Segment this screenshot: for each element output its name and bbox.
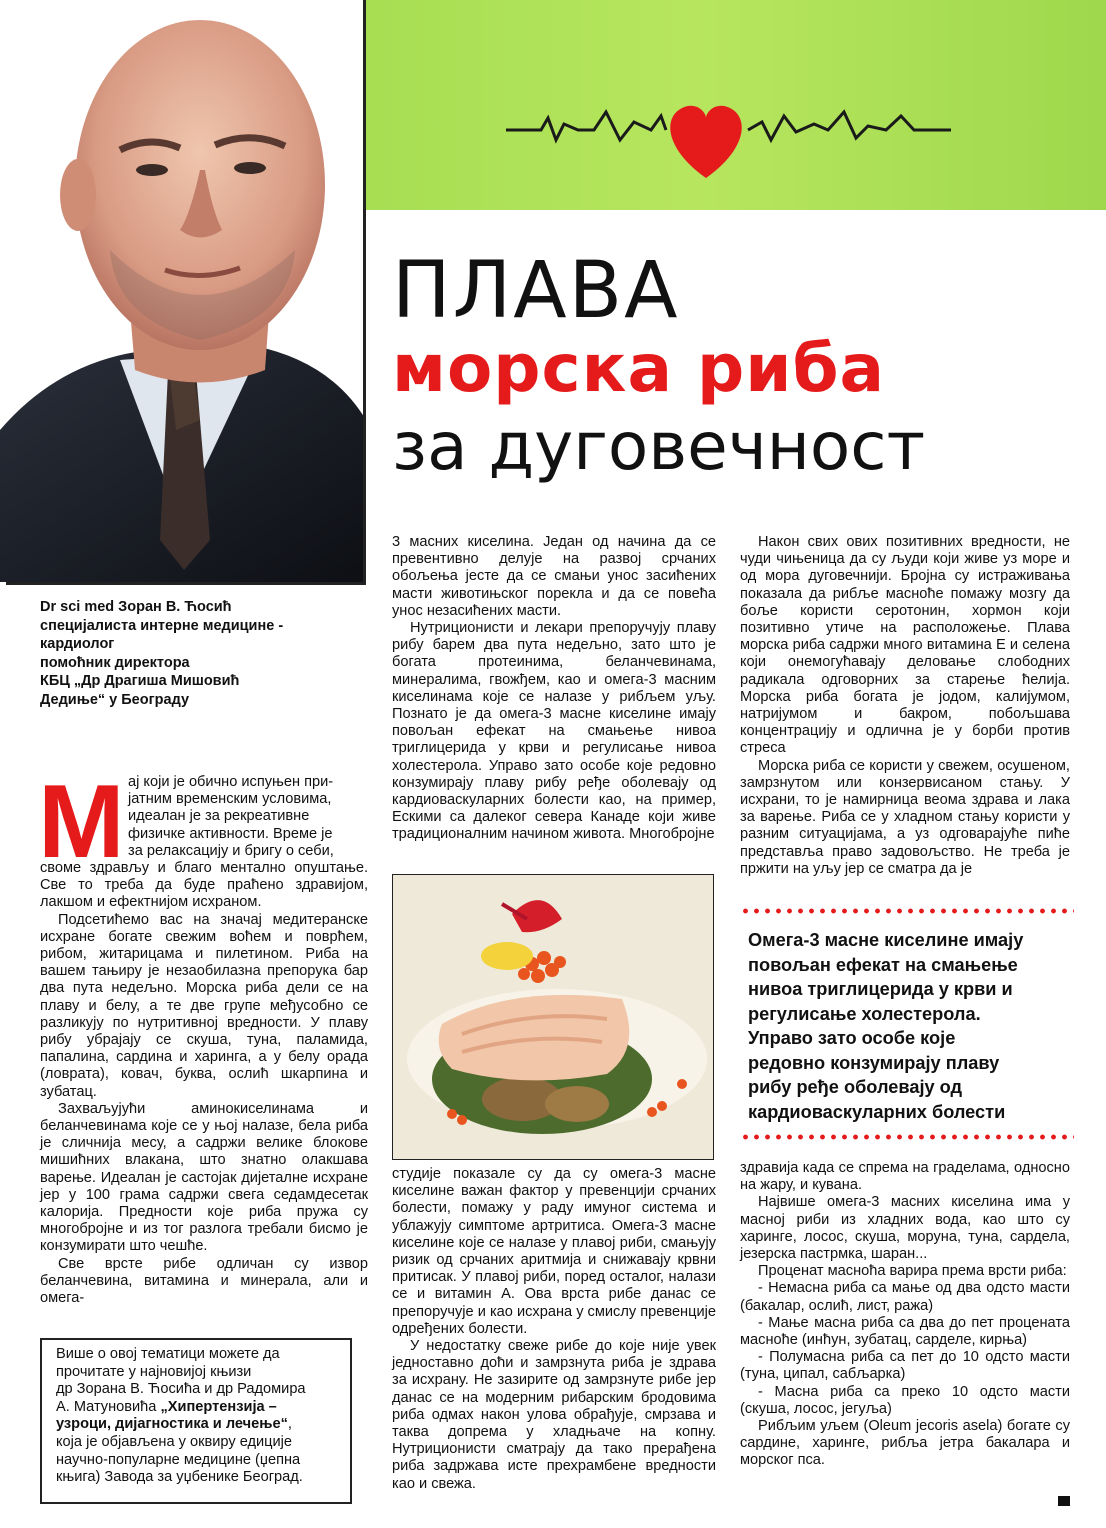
column-2-bottom	[392, 1166, 716, 1493]
paragraph: здравија када се спрема на граделама, односно на жару, и кувана.	[740, 1160, 1070, 1194]
pull-quote	[748, 928, 1078, 1124]
paragraph: Подсетићемо вас на значај медитеранске исхране богате свежим воћем и поврћем, рибом, житарицама и пилетином. Риба на вашем тањиру је незаобилазна препорука бар два пута недељно. Морска риба дели се на плаву и белу, а те две групе међусобно се разликују по нутритивној вредности. У плаву рибу убрајају се скуша, туна, паламида, папалина, сардина и харинга, а у белу орада (ловрата), ковач, буква, ослић шкарпина и зубатац.	[40, 911, 368, 1100]
paragraph: 3 масних киселина. Један од начина да се превентивно делује на развој срчаних обољења јесте да се смањи унос засићених масти животињског порекла и да се повећа унос незасићених масти.	[392, 534, 716, 619]
caption-line: Дедиње“ у Београду	[40, 691, 190, 708]
caption-line: кардиолог	[40, 636, 115, 652]
quote-line: редовно конзумирају плаву	[748, 1052, 1000, 1073]
heart-icon	[670, 106, 741, 178]
intro-line: јатним временским условима,	[128, 791, 332, 808]
book-info-text	[56, 1346, 346, 1487]
heartbeat-banner	[366, 0, 1106, 210]
end-of-article-mark	[1058, 1496, 1070, 1506]
salmon-dish-photo	[392, 874, 714, 1160]
intro-line: за релаксацију и бригу о себи,	[128, 842, 334, 859]
caption-line: Dr sci med Зоран В. Ћосић	[40, 599, 232, 615]
paragraph: Захваљујући аминокиселинама и беланчевинама које се у њој налазе, бела риба је сличнија месу, а садржи велике блокове мишићних влакана, што знатно олакшава варење. Идеалан је састојак дијеталне исхране јер у 100 грама садржи свега седамдесетак калорија. Предности које риба пружа су многобројне и из тог разлога требали бисмо је конзумирати што чешће.	[40, 1100, 368, 1255]
paragraph: Све врсте рибе одличан су извор беланчевина, витамина и минерала, али и омега-	[40, 1255, 368, 1307]
list-item: - Полумасна риба са пет до 10 одсто масти (туна, ципал, сабљарка)	[740, 1349, 1070, 1383]
book-title-start: „Хипертензија –	[160, 1398, 277, 1415]
paragraph: Након свих ових позитивних вредности, не чуди чињеница да су људи који живе уз море и од мора дуговечнији. Бројна су истраживања показала да рибље масноће помажу мозгу да боље користи серотонин, хормон који позитивно утиче на расположење. Плава морска риба садржи много витамина Е и селена који онемогућавају деловање слободних радикала одговорних за старење ћелија. Морска риба богата је јодом, калијумом, натријумом и бакром, побољшава концентрацију и одлична је у борби против стреса	[740, 534, 1070, 757]
book-line: која је објављена у оквиру едиције	[56, 1433, 293, 1450]
paragraph: своме здрављу и благо ментално опуштање. Све то треба да буде праћено здравијом, лакшом и ефектнијом исхраном.	[40, 860, 368, 911]
book-comma: ,	[287, 1416, 292, 1433]
paragraph: Проценат масноћа варира према врсти риба:	[758, 1263, 1067, 1280]
intro-line: ај који је обично испуњен при-	[128, 774, 334, 790]
paragraph: Нутриционисти и лекари препоручују плаву рибу барем два пута недељно, зато што је богата протеинима, беланчевинама, минералима, гвожђем, као и омега-3 масним киселинама које се налазе у рибљем уљу. Познато је да омега-3 масне киселине имају повољан ефекат на смањење нивоа триглицерида у крви и регулисање нивоа холестерола. Управо зато особе које редовно конзумирају плаву рибу ређе оболевају од кардиоваскуларних болести као, на пример, Ескими са далеког севера Канаде који живе традиционалним начином живота. Многобројне	[392, 620, 716, 843]
caption-line: специјалиста интерне медицине -	[40, 617, 284, 634]
headline-line-3: за дуговечност	[392, 408, 926, 485]
column-3-bottom	[740, 1160, 1070, 1470]
quote-line: Омега-3 масне киселине имају	[748, 930, 1024, 950]
book-author: А. Матуновића	[56, 1398, 161, 1415]
caption-line: помоћник директора	[40, 654, 190, 671]
book-line: научно-популарне медицине (џепна	[56, 1451, 301, 1468]
portrait-bottom-rule	[6, 582, 366, 585]
column-1-intro	[128, 774, 368, 860]
quote-line: кардиоваскуларних болести	[748, 1101, 1006, 1122]
paragraph: студије показале су да су омега-3 масне киселине важан фактор у превенцији срчаних болести, помажу у раду имуног система и ублажују симптоме артритиса. Омега-3 масне киселине које се налазе у плавој риби, смањују ризик од срчаних аритмија и снижавају крвни притисак. У плавој риби, поред осталог, налази се и витамин А. Ова врста рибе данас се препоручује и као исхрана у смислу превенције одређених болести.	[392, 1166, 716, 1337]
intro-line: идеалан је за рекреативне	[128, 808, 310, 825]
heartbeat-line-icon	[506, 112, 666, 140]
headline-line-1: ПЛАВА	[392, 246, 680, 336]
book-line: Више о овој тематици можете да	[56, 1346, 280, 1362]
book-line: др Зорана В. Ћосића и др Радомира	[56, 1381, 306, 1398]
column-1-body	[40, 860, 368, 1307]
headline-line-2: морска риба	[392, 330, 886, 407]
list-item: - Масна риба са преко 10 одсто масти (скуша, лосос, јегуља)	[740, 1383, 1070, 1417]
paragraph: Рибљим уљем (Oleum jecoris asela) богате су сардине, харинге, рибља јетра бакалара и морског пса.	[740, 1418, 1070, 1469]
book-line	[56, 1416, 346, 1434]
drop-cap: М	[38, 764, 125, 880]
quote-line: рибу ређе оболевају од	[748, 1077, 963, 1097]
quote-line: нивоа триглицерида у крви и	[748, 979, 1013, 999]
book-line: књига) Завода за уџбенике Београд.	[56, 1469, 303, 1486]
quote-line: Управо зато особе које	[748, 1028, 956, 1048]
book-title-end: узроци, дијагностика и лечење“	[56, 1416, 288, 1433]
list-item: - Немасна риба са мање од два одсто масти (бакалар, ослић, лист, ража)	[740, 1280, 1070, 1314]
book-line: прочитате у најновијој књизи	[56, 1363, 252, 1380]
column-2-top	[392, 534, 716, 844]
paragraph: Највише омега-3 масних киселина има у масној риби из хладних вода, као што су харинге, лосос, скуша, моруна, туна, сардела, језерска пастрмка, шаран...	[740, 1194, 1070, 1263]
paragraph: У недостатку свеже рибе до које није увек једноставно доћи и замрзнута риба је здрава за исхрану. Не зазирите од замрзнуте рибе јер данас се на модерним рибарским бродовима риба одмах након улова обрађује, смрзава и таква допрема у хладњаче на копну. Нутриционисти сматрају да тако прерађена риба задржава исте прехрамбене вредности као и свежа.	[392, 1338, 716, 1492]
column-3-top	[740, 534, 1070, 878]
author-portrait	[0, 0, 366, 582]
quote-bottom-dots	[740, 1134, 1074, 1140]
book-line	[56, 1399, 346, 1417]
quote-line: повољан ефекат на смањење	[748, 954, 1018, 975]
quote-top-dots	[740, 908, 1074, 914]
quote-line: регулисање холестерола.	[748, 1003, 981, 1024]
author-caption	[40, 598, 360, 709]
intro-line: физичке активности. Време је	[128, 825, 333, 842]
list-item: - Мање масна риба са два до пет процената масноће (инћун, зубатац, сарделе, кирња)	[740, 1314, 1070, 1349]
caption-line: КБЦ „Др Драгиша Мишовић	[40, 673, 240, 689]
paragraph: Морска риба се користи у свежем, осушеном, замрзнутом или конзервисаном стању. У исхрани, то је намирница веома здрава и лака за варење. Риба се у хладном стању користи у разним ситуацијама, а уз одговарајуће пиће представља право задовољство. Не треба је пржити на уљу јер се сматра да је	[740, 757, 1070, 877]
